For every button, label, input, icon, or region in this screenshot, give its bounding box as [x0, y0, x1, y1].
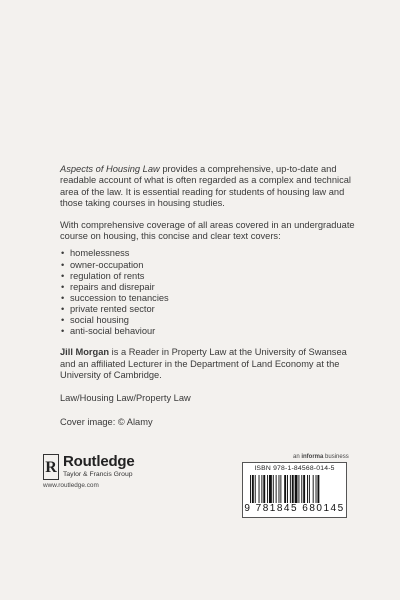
blurb [60, 164, 360, 428]
intro-paragraph [60, 164, 360, 210]
book-title: Aspects of Housing Law [60, 164, 160, 174]
list-item: • owner-occupation [60, 260, 360, 271]
isbn-barcode-box [242, 462, 347, 518]
publisher-name: Routledge [63, 453, 135, 470]
list-item: • succession to tenancies [60, 293, 360, 304]
list-item: • social housing [60, 315, 360, 326]
author-bio-text: is a Reader in Property Law at the University of Swansea and an affiliated Lecturer in the Department of Land Economy at the University of Cambridge. [60, 347, 347, 380]
subject-category: Law/Housing Law/Property Law [60, 393, 191, 404]
barcode-digits: 9 781845 680145 [244, 503, 345, 514]
list-item: • private rented sector [60, 304, 360, 315]
list-item: • repairs and disrepair [60, 282, 360, 293]
informa-tagline: an informa business [293, 454, 349, 460]
intro-text: provides a comprehensive, up-to-date and readable account of what is often regarded as a complex and technical area of the law. It is essential reading for students of housing law and those taking courses in housing studies. [60, 164, 351, 209]
publisher-url[interactable]: www.routledge.com [43, 482, 99, 489]
list-item: • regulation of rents [60, 271, 360, 282]
coverage-paragraph: With comprehensive coverage of all areas covered in an undergraduate course on housing, this concise and clear text covers: [60, 219, 355, 242]
topics-list [60, 248, 360, 337]
routledge-logo-icon [43, 454, 59, 480]
list-item: • homelessness [60, 248, 360, 259]
informa-brand: informa [301, 454, 324, 460]
logo-letter: R [45, 459, 57, 476]
publisher-block [43, 454, 135, 480]
author-bio [60, 347, 360, 381]
isbn-label: ISBN 978-1-84568-014-5 [254, 465, 335, 472]
author-name: Jill Morgan [60, 347, 110, 358]
list-item: • anti-social behaviour [60, 326, 360, 337]
cover-image-credit: Cover image: © Alamy [60, 416, 153, 427]
publisher-group: Taylor & Francis Group [63, 471, 133, 478]
barcode-icon [249, 475, 340, 503]
